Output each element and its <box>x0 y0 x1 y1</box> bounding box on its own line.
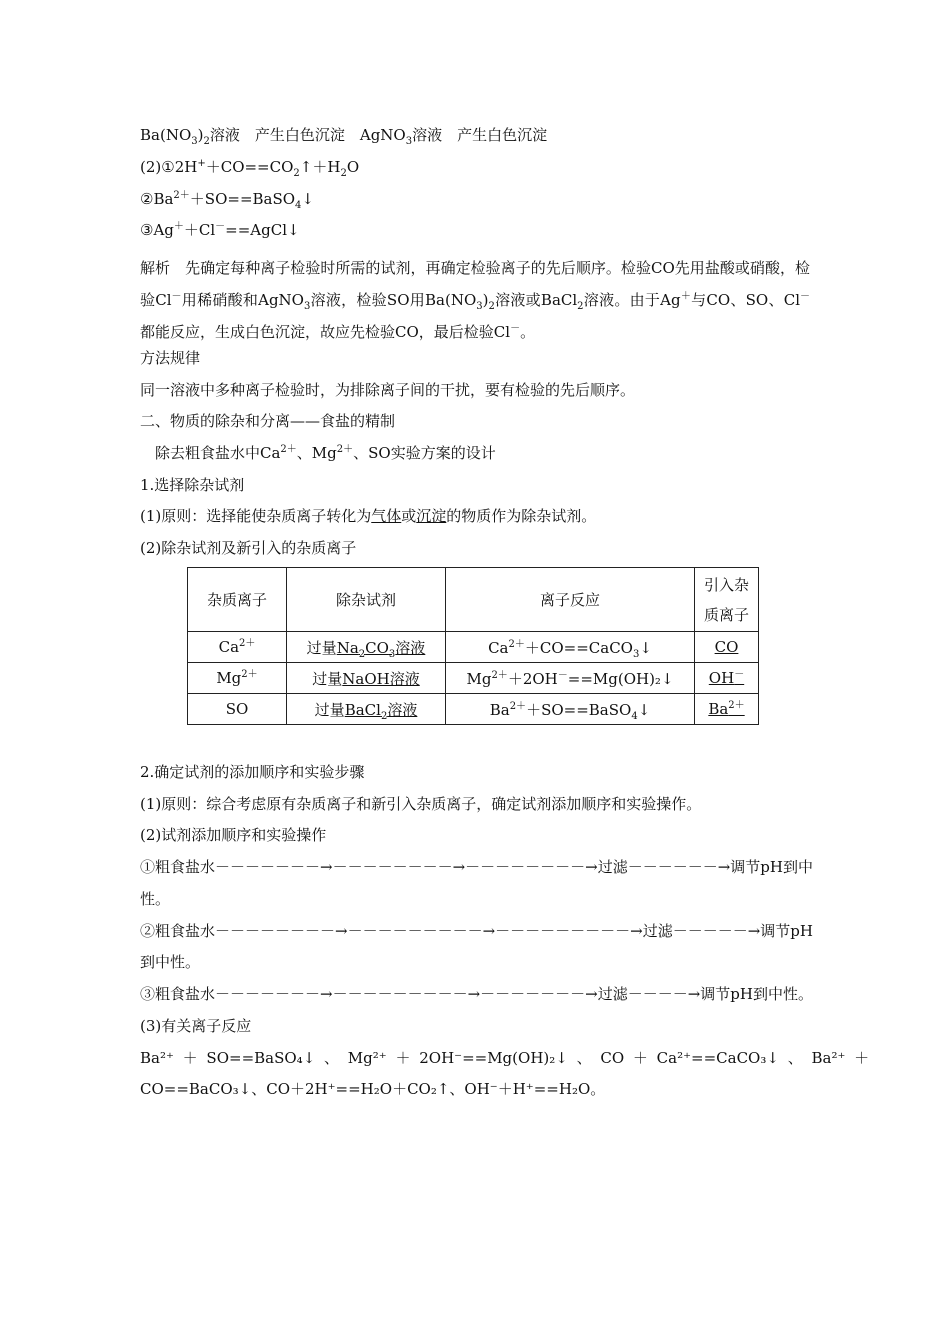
flow-1: ①粗食盐水－－－－－－－→－－－－－－－－→－－－－－－－－→过滤－－－－－－→调节pH到中 <box>140 858 813 876</box>
cell-ion: SO <box>188 694 287 725</box>
cell-new-ion: OH－ <box>695 663 759 694</box>
answer-line-2: $(2)①2H^++CO==CO_2↑+H_2O$ <box>140 158 360 179</box>
answer-line-3: $②Ba^{2+}+SO==BaSO_4↓$ <box>140 190 314 211</box>
cell-new-ion: $Ba^{2+}$ <box>695 694 759 725</box>
analysis-paragraph: 解析 先确定每种离子检验时所需的试剂，再确定检验离子的先后顺序。检验CO先用盐酸或硝酸，检验Cl－用稀硝酸和AgNO$_3$溶液，检验SO用$Ba(NO_3)_2$溶液或BaCl$_2$溶液。由于Ag＋与CO、SO、Cl－都能反应，生成白色沉淀，故应先检验CO，最后检验Cl－。 <box>140 259 811 341</box>
cell-reaction: $Mg^{2+}+2OH^-==Mg(OH)_2↓$ <box>446 663 695 694</box>
method-text: 同一溶液中多种离子检验时，为排除离子间的干扰，要有检验的先后顺序。 <box>140 381 636 399</box>
cell-ion: $Mg^{2+}$ <box>188 663 287 694</box>
table-row <box>188 632 759 663</box>
reagent-subheading: (2)除杂试剂及新引入的杂质离子 <box>140 539 357 557</box>
cell-new-ion: CO <box>695 632 759 663</box>
reactions-subheading: (3)有关离子反应 <box>140 1017 252 1035</box>
principle-1: (1)原则：选择能使杂质离子转化为气体或沉淀的物质作为除杂试剂。 <box>140 507 597 525</box>
cell-reagent: 过量$Na_2CO_3$溶液 <box>287 632 446 663</box>
cell-reagent: 过量NaOH溶液 <box>287 663 446 694</box>
cell-reaction: $Ba^{2+}+SO==BaSO_4↓$ <box>446 694 695 725</box>
table-header-row <box>188 568 759 632</box>
cell-reaction: $Ca^{2+}+CO==CaCO_3↓$ <box>446 632 695 663</box>
principle-2: (1)原则：综合考虑原有杂质离子和新引入杂质离子，确定试剂添加顺序和实验操作。 <box>140 795 702 813</box>
step-2-heading: 2.确定试剂的添加顺序和实验步骤 <box>140 763 365 781</box>
reagent-table <box>187 567 759 725</box>
header-impurity-ion: 杂质离子 <box>188 568 287 632</box>
table-row <box>188 694 759 725</box>
header-reaction: 离子反应 <box>446 568 695 632</box>
method-title: 方法规律 <box>140 349 201 367</box>
flow-1-cont: 性。 <box>140 890 171 908</box>
flow-2-cont: 到中性。 <box>140 953 201 971</box>
order-subheading: (2)试剂添加顺序和实验操作 <box>140 826 327 844</box>
answer-line-4: ③Ag＋＋Cl－==AgCl↓ <box>140 221 300 239</box>
answer-line-1: $Ba(NO_3)_2$溶液 产生白色沉淀 AgNO$_3$溶液 产生白色沉淀 <box>140 126 548 147</box>
header-new-ion: 引入杂质离子 <box>695 568 759 632</box>
intro-line: 除去粗食盐水中$Ca^{2+}$、$Mg^{2+}$、SO实验方案的设计 <box>155 444 496 462</box>
header-reagent: 除杂试剂 <box>287 568 446 632</box>
reactions-line-1: Ba²⁺ ＋ SO==BaSO₄↓ 、 Mg²⁺ ＋ 2OH⁻==Mg(OH)₂↓ 、 CO ＋ Ca²⁺==CaCO₃↓ 、 Ba²⁺ ＋ <box>140 1049 870 1067</box>
cell-ion: $Ca^{2+}$ <box>188 632 287 663</box>
cell-reagent: 过量BaCl$_2$溶液 <box>287 694 446 725</box>
table-row <box>188 663 759 694</box>
flow-2: ②粗食盐水－－－－－－－－→－－－－－－－－－→－－－－－－－－－→过滤－－－－－→调节pH <box>140 922 813 940</box>
step-1-heading: 1.选择除杂试剂 <box>140 476 245 494</box>
reactions-line-2: CO==BaCO₃↓、CO＋2H⁺==H₂O＋CO₂↑、OH⁻＋H⁺==H₂O。 <box>140 1080 606 1098</box>
section-2-heading: 二、物质的除杂和分离——食盐的精制 <box>140 412 396 430</box>
flow-3: ③粗食盐水－－－－－－－→－－－－－－－－－→－－－－－－－→过滤－－－－→调节pH到中性。 <box>140 985 813 1003</box>
